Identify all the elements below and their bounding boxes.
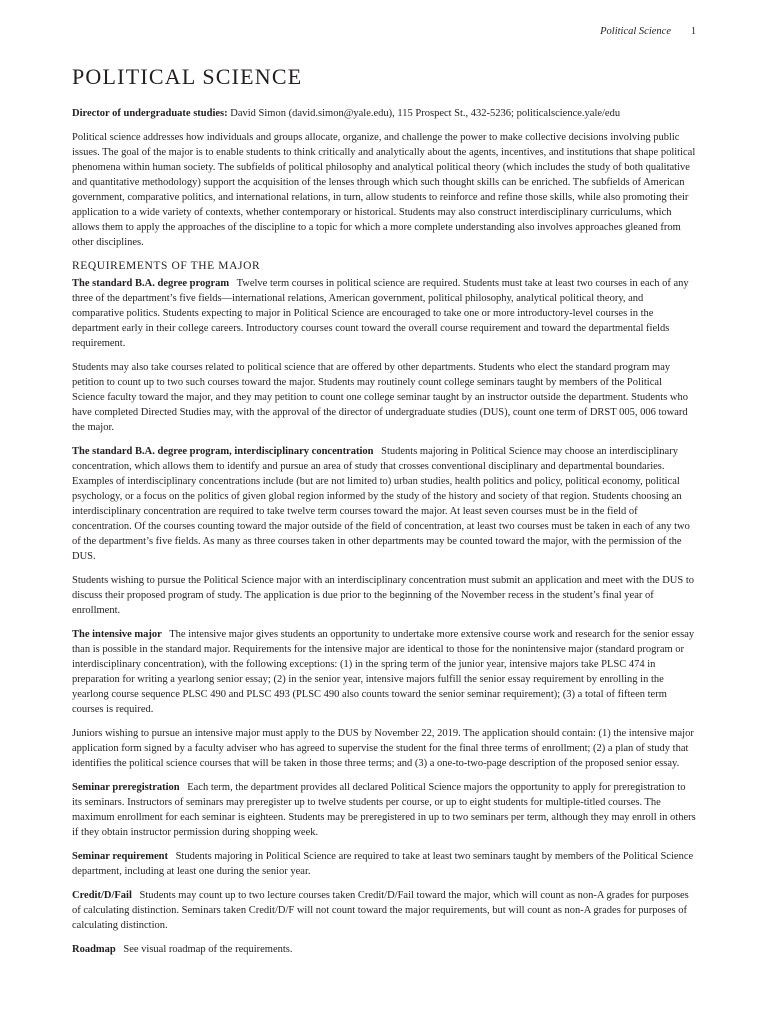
intro-paragraph: Political science addresses how individuals and groups allocate, organize, and challenge the power to make collective decisions involving public issues. The goal of the major is to enable students to think critically and analytically about the agents, incentives, and institutions that shape political phenomena within human society. The subfields of political philosophy and analytical political theory (which includes the study of both qualitative and quantitative methodology) support the acquisition of the lenses through which such thought skills can be enriched. The subfields of American government, comparative politics, and international relations, in turn, allow students to reinforce and refine those skills, while also promoting their application to a wide variety of contexts, whether contemporary or historical. Students may also construct interdisciplinary curriculums, which allows them to apply the approaches of the discipline to a topic for which a more complete understanding also involves approaches gleaned from other disciplines.	[72, 132, 696, 248]
credit-d-fail-paragraph	[72, 888, 697, 933]
standard-program-text: Twelve term courses in political science are required. Students must take at least two courses in each of any three of the department’s five fields—international relations, American government, political philosophy, analytical political theory, and comparative politics. Students expecting to major in Political Science are encouraged to take one or more introductory-level courses in the department early in their college careers. Introductory courses count toward the overall course requirement and toward the departmental fields requirement.	[72, 278, 689, 349]
intensive-text: The intensive major gives students an opportunity to undertake more extensive course work and research for the senior essay than is possible in the standard major. Requirements for the intensive major are identical to those for the nonintensive major (standard program or interdisciplinary concentration), with the following exceptions: (1) in the spring term of the junior year, intensive majors take PLSC 474 in preparation for writing a yearlong senior essay; (2) in the senior year, intensive majors fulfill the senior essay requirement by enrolling in the yearlong course sequence PLSC 490 and PLSC 493 (PLSC 490 also counts toward the senior seminar requirement); (3) a total of fifteen term courses is required.	[72, 629, 695, 715]
director-paragraph	[72, 106, 697, 121]
running-head	[600, 26, 696, 37]
requirements-heading: REQUIREMENTS OF THE MAJOR	[72, 260, 261, 272]
document-body	[72, 64, 697, 966]
intensive-application-paragraph: Juniors wishing to pursue an intensive major must apply to the DUS by November 22, 2019. The application should contain: (1) the intensive major application form signed by a faculty adviser who has agreed to supervise the student for the final three terms of enrollment; (2) a plan of study that identifies the political science courses that will be taken in those three terms; and (3) a one-to-two-page description of the proposed senior essay.	[72, 728, 694, 769]
interdisciplinary-heading: The standard B.A. degree program, interdisciplinary concentration	[72, 446, 374, 457]
director-label: Director of undergraduate studies:	[72, 108, 228, 119]
director-text: David Simon (david.simon@yale.edu), 115 Prospect St., 432-5236; politicalscience.yale/edu	[230, 108, 621, 119]
running-head-title: Political Science	[600, 26, 671, 37]
roadmap-text: See visual roadmap of the requirements.	[123, 944, 293, 955]
preregistration-paragraph	[72, 780, 697, 840]
preregistration-text: Each term, the department provides all declared Political Science majors the opportunity to apply for preregistration to its seminars. Instructors of seminars may preregister up to twelve students per course, or up to eight students for multiple-titled courses. The maximum enrollment for each seminar is eighteen. Students may be preregistered in up to two seminars per term, although they may enroll in others if they obtain instructor permission during shopping week.	[72, 782, 696, 838]
roadmap-paragraph	[72, 942, 697, 957]
credit-d-fail-heading: Credit/D/Fail	[72, 890, 132, 901]
interdisciplinary-paragraph	[72, 444, 697, 564]
preregistration-heading: Seminar preregistration	[72, 782, 180, 793]
page-number: 1	[691, 26, 696, 37]
related-courses-paragraph: Students may also take courses related to political science that are offered by other departments. Students who elect the standard program may petition to count up to two such courses toward the major. Students may routinely count college seminars taught by members of the Political Science faculty toward the major, and they may petition to count one college seminar taught by an instructor outside the department. Students who have completed Directed Studies may, with the approval of the director of undergraduate studies (DUS), count one term of DRST 005, 006 toward the major.	[72, 362, 688, 433]
seminar-requirement-paragraph	[72, 849, 697, 879]
credit-d-fail-text: Students may count up to two lecture courses taken Credit/D/Fail toward the major, which will count as non-A grades for purposes of calculating distinction. Seminars taken Credit/D/F will not count toward the major requirements, but will count as non-A grades for purposes of calculating distinction.	[72, 890, 689, 931]
interdisciplinary-text: Students majoring in Political Science may choose an interdisciplinary concentration, which allows them to identify and pursue an area of study that crosses conventional disciplinary and departmental boundaries. Examples of interdisciplinary concentrations include (but are not limited to) urban studies, health politics and policy, political economy, political psychology, or a focus on the politics of given global region informed by the study of the history and society of that region. Students choosing an interdisciplinary concentration are required to take twelve term courses toward the major. At least seven courses must be in the field of concentration. Of the courses counting toward the major outside of the field of concentration, at least two courses must be taken in each of any two of the department’s five fields. As many as three courses taken in other departments may be counted toward the major, with the permission of the DUS.	[72, 446, 690, 562]
intensive-heading: The intensive major	[72, 629, 162, 640]
interdisciplinary-application-paragraph: Students wishing to pursue the Political Science major with an interdisciplinary concentration must submit an application and meet with the DUS to discuss their proposed program of study. The application is due prior to the beginning of the November recess in the student’s final year of enrollment.	[72, 575, 695, 616]
roadmap-heading: Roadmap	[72, 944, 116, 955]
seminar-requirement-heading: Seminar requirement	[72, 851, 168, 862]
seminar-requirement-text: Students majoring in Political Science are required to take at least two seminars taught by members of the Political Science department, including at least one during the senior year.	[72, 851, 694, 877]
intensive-paragraph	[72, 627, 697, 717]
page-title: POLITICAL SCIENCE	[72, 64, 303, 89]
standard-program-paragraph	[72, 276, 697, 351]
standard-program-heading: The standard B.A. degree program	[72, 278, 230, 289]
